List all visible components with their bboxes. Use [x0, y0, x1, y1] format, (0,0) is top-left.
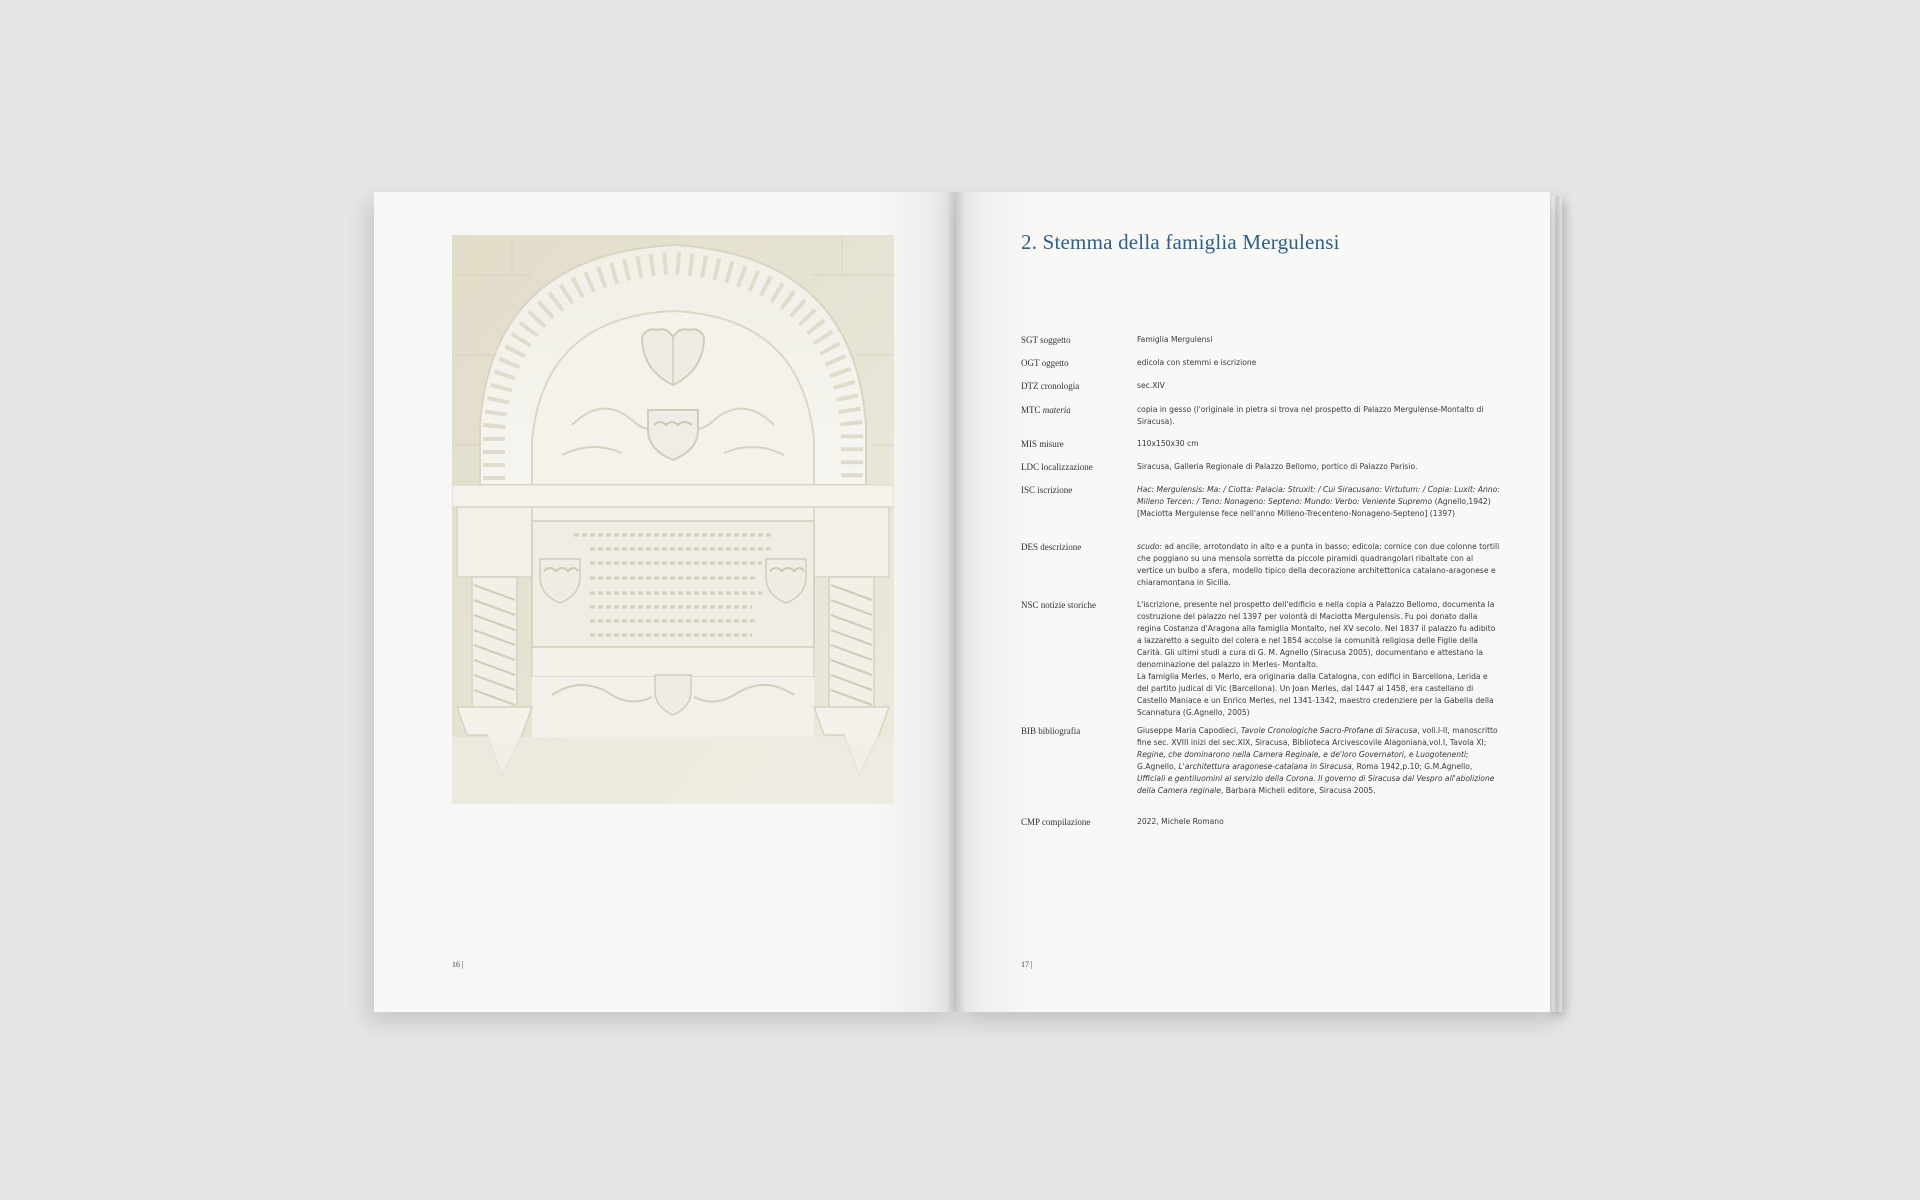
record-value: L'iscrizione, presente nel prospetto dell'edificio e nella copia a Palazzo Bellomo, documenta la costruzione del palazzo nel 1397 per volontà di Maciotta Mergulensis. Fu poi donato dalla regina Costanza d'Aragona alla famiglia Montalto, nel XV secolo. Nel 1837 il palazzo fu adibito a lazzaretto a seguito del colera e nel 1854 accolse la comunità religiosa delle Figlie della Carità. Gli ultimi studi a cura di G. M. Agnello (Siracusa 2005), documentano e attestano la denominazione del palazzo in Merles- Montalto. La famiglia Merles, o Merlo, era originaria dalla Catalogna, con edifici in Barcellona, Lerida e del partito judical di Vic (Barcellona). Un Joan Merles, dal 1447 al 1458, era castellano di Castello Maniace e un Enrico Merles, nel 1341-1342, maestro credenziere per la Gabella della Scannatura (G.Agnello, 2005): [1137, 600, 1496, 717]
left-page-number: 16 |: [452, 960, 464, 969]
record-value: 2022, Michele Romano: [1137, 817, 1224, 826]
page-title: 2. Stemma della famiglia Mergulensi: [1021, 230, 1340, 254]
record-label: OGT oggetto: [1021, 358, 1069, 368]
right-page-number: 17 |: [1021, 960, 1033, 969]
record-value: scudo: ad ancile, arrotondato in alto e a punta in basso; edicola: cornice con due colonne tortili che poggiano su una mensola sorretta da piccole piramidi quadrangolari ribaltate con al vertice un bulbo a sfera, modello tipico della decorazione architettonica catalano-aragonese e chiaramontana in Sicilia.: [1137, 542, 1500, 587]
record-value: edicola con stemmi e iscrizione: [1137, 358, 1257, 367]
record-value: Giuseppe Maria Capodieci, Tavole Cronologiche Sacro-Profane di Siracusa, voll.I-II, manoscritto fine sec. XVIII inizi del sec.XIX, Siracusa, Biblioteca Arcivescovile Alagoniana,vol.I, Tavola XI; Regine, che dominarono nella Camera Reginale, e de'loro Governatori, e Luogotenenti; G.Agnello, L'architettura aragonese-catalana in Siracusa, Roma 1942,p.10; G.M.Agnello, Ufficiali e gentiluomini al servizio della Corona. Il governo di Siracusa dal Vespro all'abolizione della Camera reginale, Barbara Micheli editore, Siracusa 2005.: [1137, 726, 1498, 795]
record-label: MTC materia: [1021, 405, 1071, 415]
record-value: sec.XIV: [1137, 381, 1165, 390]
record-label: DTZ cronologia: [1021, 381, 1080, 391]
record-label: ISC iscrizione: [1021, 485, 1073, 495]
aedicule-illustration: [452, 235, 894, 804]
record-label: SGT soggetto: [1021, 335, 1071, 345]
aedicule-photo: [452, 235, 894, 804]
record-label: CMP compilazione: [1021, 817, 1091, 827]
page-stack-edge: [1548, 196, 1562, 1012]
record-label: NSC notizie storiche: [1021, 600, 1096, 610]
record-label: BIB bibliografia: [1021, 726, 1081, 736]
record-value: copia in gesso (l'originale in pietra si trova nel prospetto di Palazzo Mergulense-Montalto di Siracusa).: [1137, 405, 1484, 426]
record-value: 110x150x30 cm: [1137, 439, 1199, 448]
book-gutter: [948, 192, 964, 1012]
record-label: LDC localizzazione: [1021, 462, 1093, 472]
record-label: MIS misure: [1021, 439, 1064, 449]
record-label: DES descrizione: [1021, 542, 1082, 552]
record-value: Famiglia Mergulensi: [1137, 335, 1213, 344]
record-value: Siracusa, Galleria Regionale di Palazzo Bellomo, portico di Palazzo Parisio.: [1137, 462, 1418, 471]
record-value: Hac: Mergulensis: Ma: / Ciotta: Palacia: Struxit: / Cui Siracusano: Virtutum: / Copia: Luxit: Anno: Milleno Tercen: / Teno: Nonageno: Septeno: Mundo: Verbo: Veniente Supremo (Agnello,1942) [Maciotta Mergulense fece nell'anno Milleno-Trecenteno-Nonageno-Septeno] (1397): [1137, 485, 1500, 518]
